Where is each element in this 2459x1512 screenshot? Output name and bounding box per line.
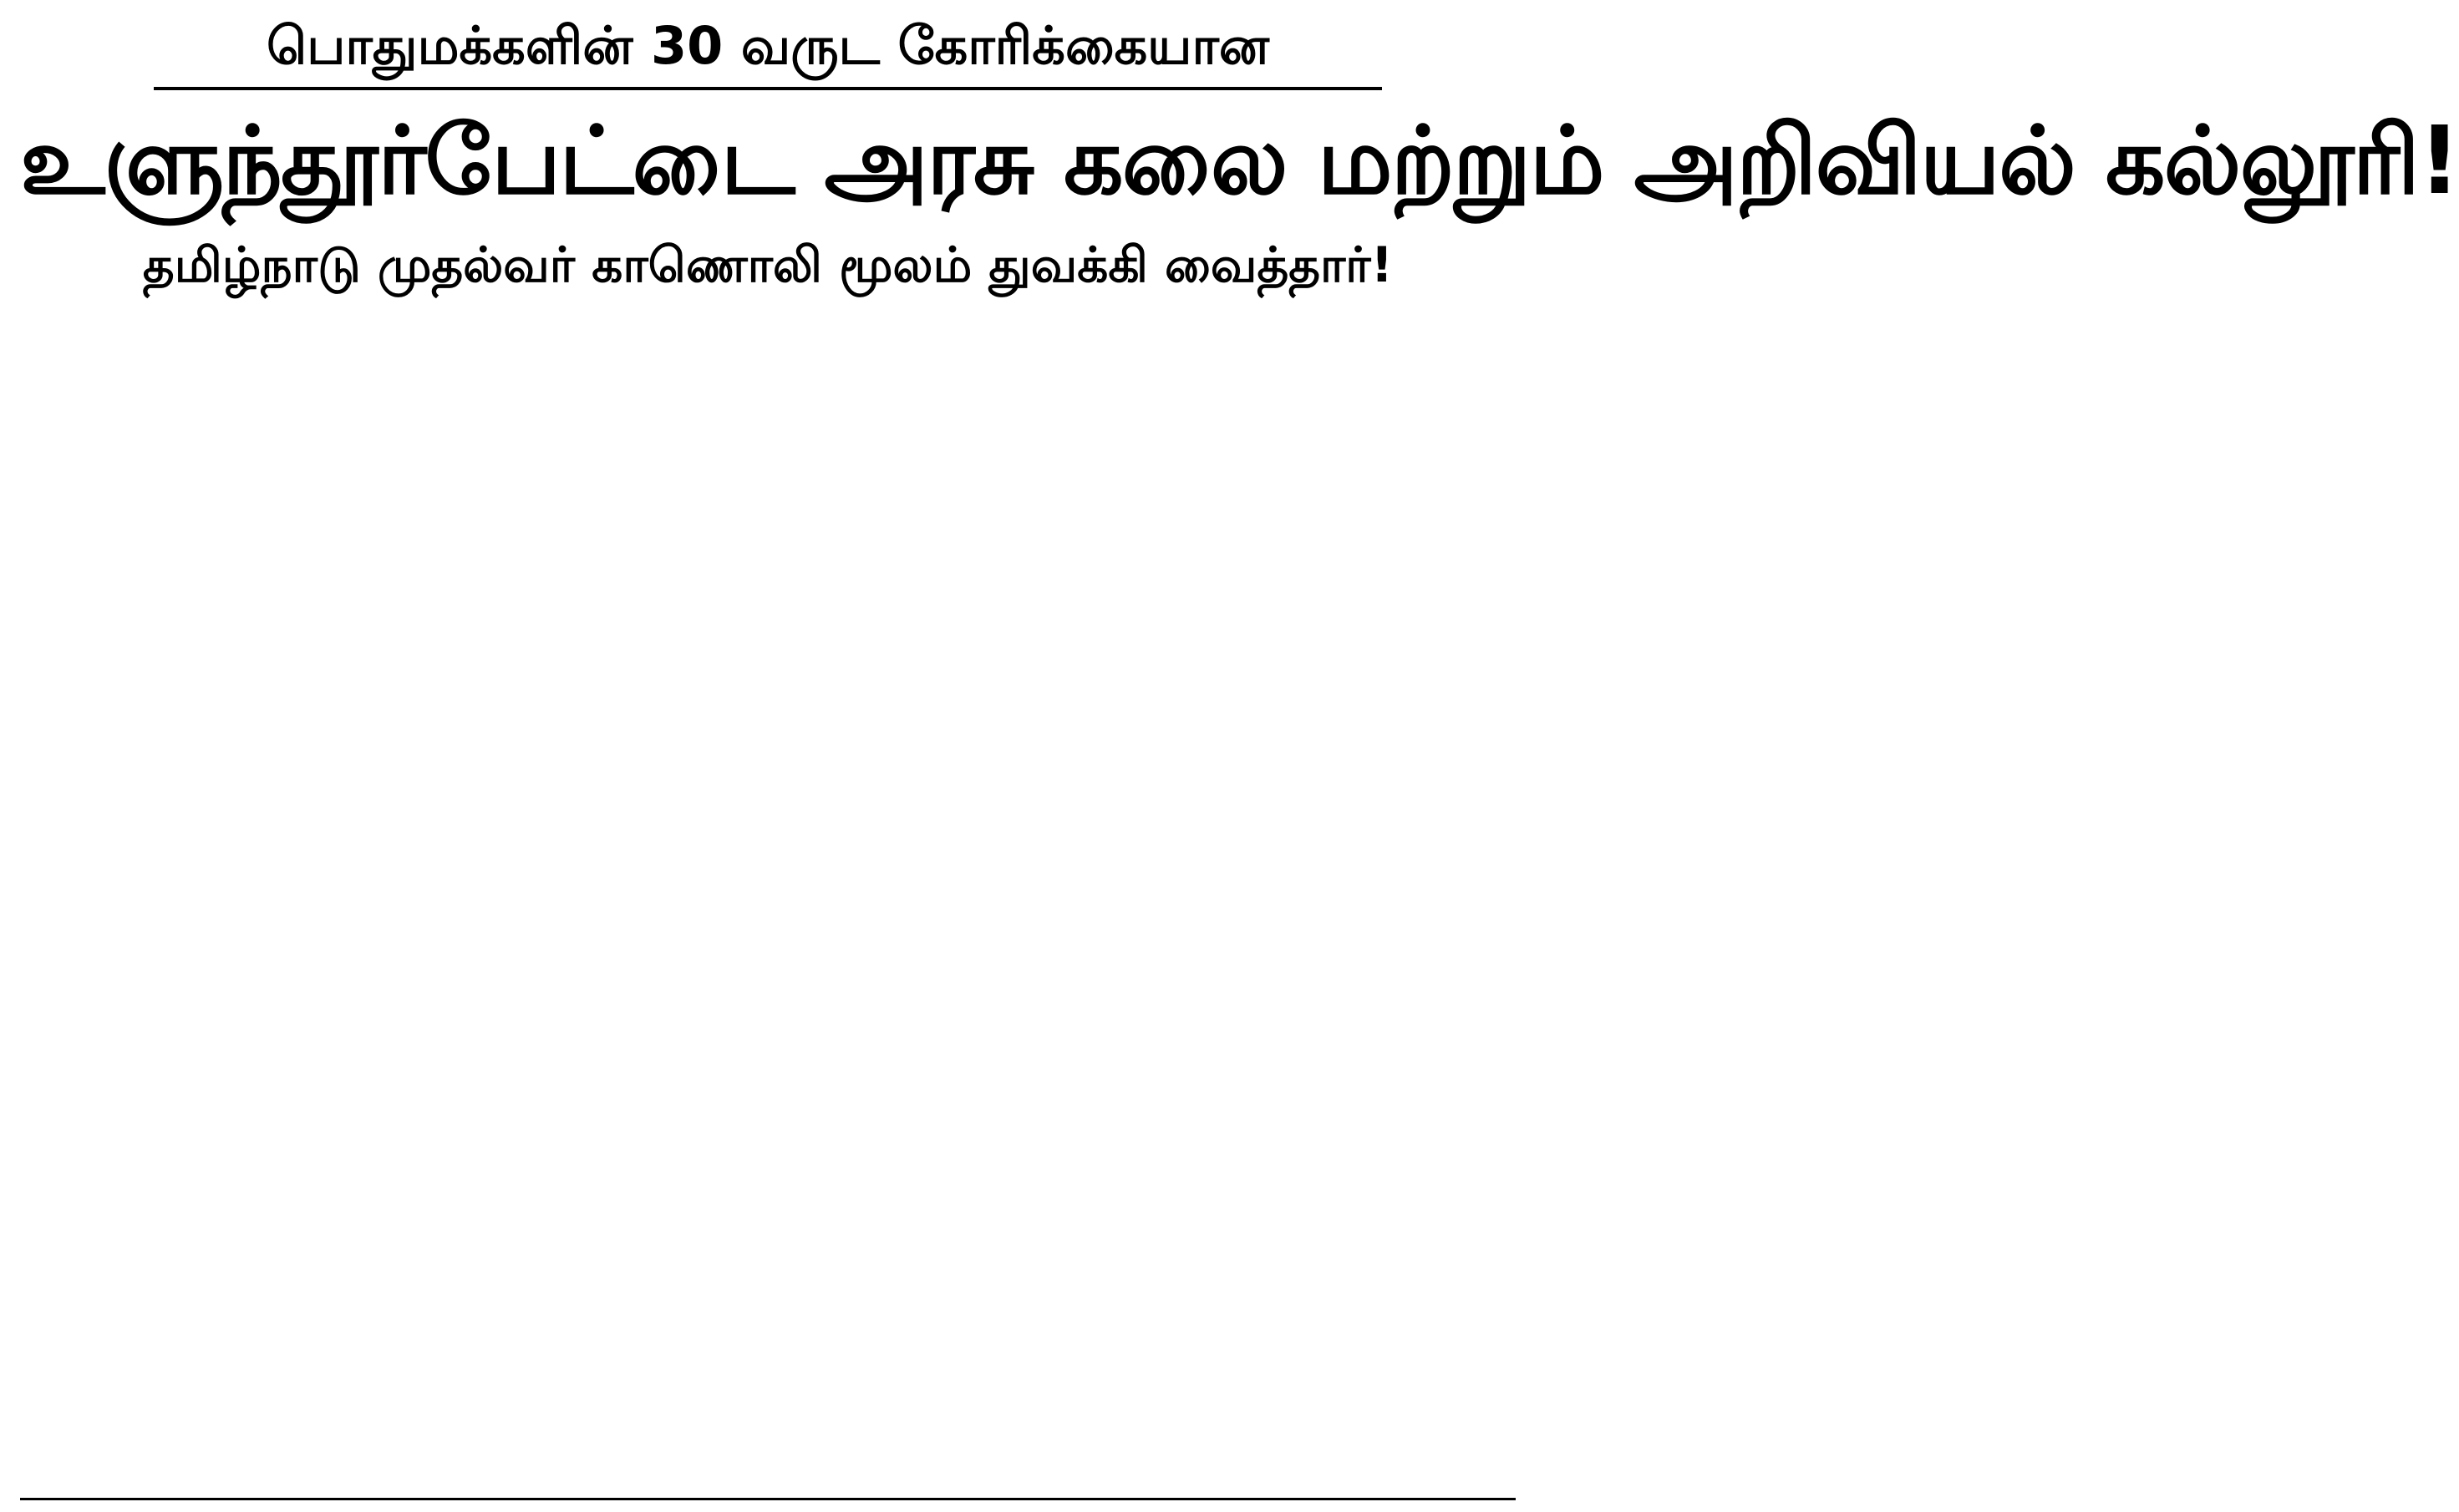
kicker-rule <box>154 87 1382 90</box>
column-1 <box>20 314 378 1467</box>
column-2 <box>399 314 757 1467</box>
article-columns <box>20 314 1516 1467</box>
main-headline: உளுந்தூர்பேட்டை அரசு கலை மற்றும் அறிவியல் கல்லூரி! <box>20 107 2459 216</box>
column-4 <box>1158 314 1516 1467</box>
sub-headline: தமிழ்நாடு முதல்வர் காணொலி மூலம் துவக்கி வைத்தார்! <box>142 236 1394 293</box>
bottom-rule <box>20 1498 1516 1500</box>
column-3 <box>779 314 1136 1467</box>
kicker-headline: பொதுமக்களின் 30 வருட கோரிக்கையான <box>267 15 1269 76</box>
